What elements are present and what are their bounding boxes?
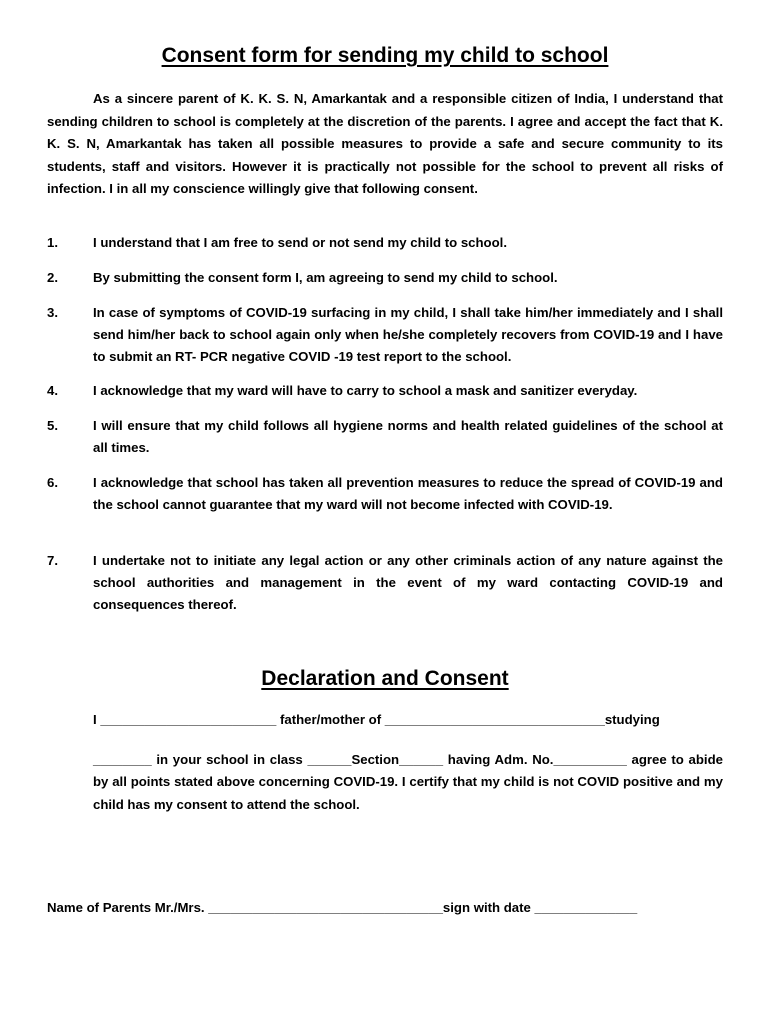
item-number: 4. bbox=[47, 383, 58, 398]
declaration-paragraph: ________ in your school in class ______Section______ having Adm. No.__________ agree to abide by all points stated above concerning COVID-19. I certify that my child is not COVID positive and my child has my consent to attend the school. bbox=[93, 752, 723, 812]
item-text: I acknowledge that my ward will have to carry to school a mask and sanitizer everyday. bbox=[93, 383, 638, 398]
page-title: Consent form for sending my child to school bbox=[161, 44, 609, 67]
list-item bbox=[47, 267, 723, 289]
item-text: By submitting the consent form I, am agreeing to send my child to school. bbox=[93, 270, 558, 285]
declaration-title: Declaration and Consent bbox=[261, 667, 509, 690]
list-item bbox=[47, 302, 723, 369]
item-text: I undertake not to initiate any legal action or any other criminals action of any nature against the school authorities and management in the event of my ward contacting COVID-19 and consequences thereof. bbox=[93, 553, 723, 613]
item-number: 3. bbox=[47, 305, 58, 320]
list-item bbox=[47, 550, 723, 617]
item-number: 2. bbox=[47, 270, 58, 285]
list-item bbox=[47, 415, 723, 459]
item-text: In case of symptoms of COVID-19 surfacing in my child, I shall take him/her immediately and I shall send him/her back to school again only when he/she completely recovers from COVID-19 and I have to submit an RT- PCR negative COVID -19 test report to the school. bbox=[93, 305, 723, 365]
item-number: 5. bbox=[47, 418, 58, 433]
list-item bbox=[47, 380, 723, 402]
item-number: 7. bbox=[47, 553, 58, 568]
item-text: I will ensure that my child follows all hygiene norms and health related guidelines of the school at all times. bbox=[93, 418, 723, 456]
list-item bbox=[47, 472, 723, 516]
item-text: I understand that I am free to send or not send my child to school. bbox=[93, 235, 507, 250]
item-number: 6. bbox=[47, 475, 58, 490]
item-text: I acknowledge that school has taken all prevention measures to reduce the spread of COVID-19 and the school cannot guarantee that my ward will not become infected with COVID-19. bbox=[93, 475, 723, 513]
intro-paragraph: As a sincere parent of K. K. S. N, Amarkantak and a responsible citizen of India, I understand that sending children to school is completely at the discretion of the parents. I agree and accept the fact that K. K. S. N, Amarkantak has taken all possible measures to provide a safe and secure community to its students, staff and visitors. However it is practically not possible for the school to prevent all risks of infection. I in all my conscience willingly give that following consent. bbox=[47, 91, 723, 197]
declaration-parent-line: I ________________________ father/mother of ______________________________studying bbox=[93, 712, 660, 727]
item-number: 1. bbox=[47, 235, 58, 250]
signature-line: Name of Parents Mr./Mrs. ________________________________sign with date ______________ bbox=[47, 900, 638, 915]
list-item bbox=[47, 232, 723, 254]
